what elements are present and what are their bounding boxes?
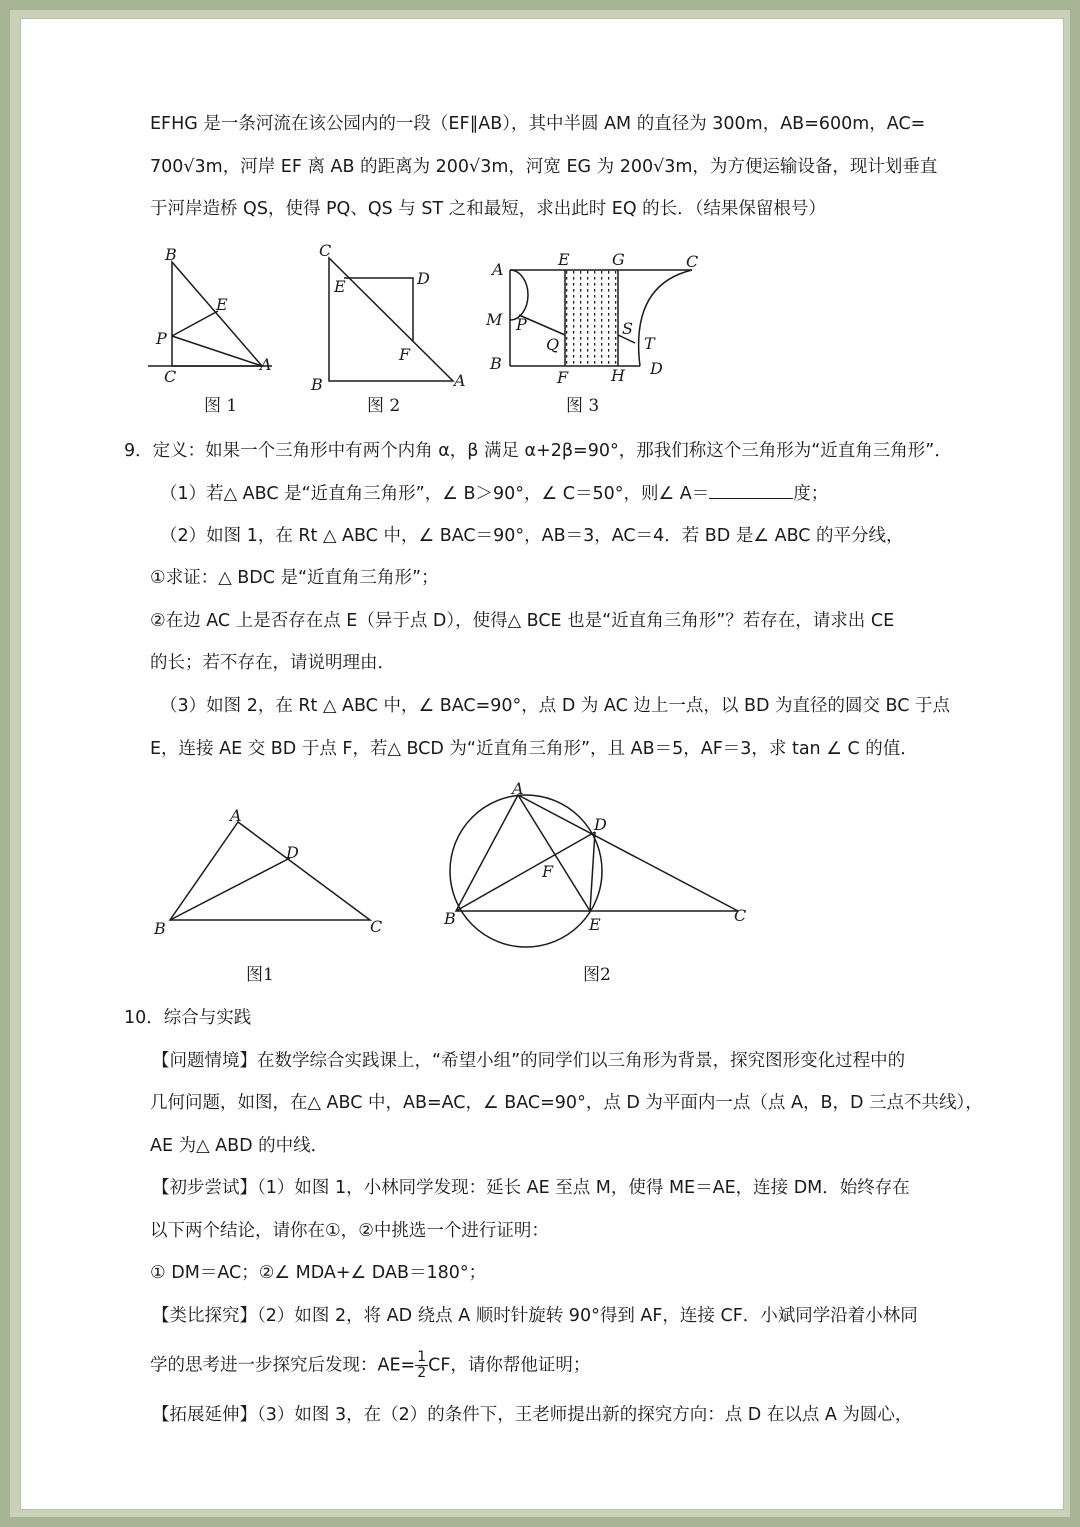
p9-figure-2 xyxy=(438,778,758,990)
p10-analog-rest: CF，请你帮他证明； xyxy=(428,1355,591,1376)
p9-fig1-segment-bd xyxy=(170,858,290,920)
p10-extend-line1: 【拓展延伸】（3）如图 3，在（2）的条件下，王老师提出新的探究方向：点 D 在以点 A 为圆心， xyxy=(152,1405,913,1425)
fig2-triangle xyxy=(329,258,453,381)
p10-analog-text: 学的思考进一步探究后发现：AE= xyxy=(150,1355,416,1376)
p9-fig2-label-a: A xyxy=(512,779,524,798)
p8-figure-3 xyxy=(480,240,720,420)
p9-fig1-label-d: D xyxy=(286,843,299,862)
fig3-label-p: P xyxy=(516,315,527,334)
p9-fig2-label-e: E xyxy=(589,915,601,934)
fig2-label-e: E xyxy=(334,277,346,296)
p9-fig2-segment-ae xyxy=(518,795,590,911)
p9-sub2-line1: ②在边 AC 上是否存在点 E（异于点 D），使得△ BCE 也是“近直角三角形”？若存在，请求出 CE xyxy=(150,611,895,631)
fig1-label-p: P xyxy=(156,329,167,348)
fig2-label-d: D xyxy=(417,269,430,288)
fig2-label-f: F xyxy=(399,345,411,364)
p9-fig2-label-d: D xyxy=(594,815,607,834)
p10-fraction xyxy=(415,1350,428,1381)
p9-fig2-label-c: C xyxy=(734,906,747,925)
p9-fig2-label-b: B xyxy=(444,909,456,928)
p9-part1 xyxy=(160,482,828,505)
p10-intro-line3: AE 为△ ABD 的中线． xyxy=(150,1136,329,1156)
p9-fig1-label-b: B xyxy=(154,919,166,938)
p9-fig2-caption: 图2 xyxy=(583,965,611,985)
p9-answer-blank[interactable] xyxy=(709,482,793,499)
fig3-label-a: A xyxy=(492,260,504,279)
p10-try-line3: ① DM＝AC；②∠ MDA+∠ DAB＝180°； xyxy=(150,1263,487,1283)
p9-part3-line2: E，连接 AE 交 BD 于点 F，若△ BCD 为“近直角三角形”，且 AB＝5，AF＝3，求 tan ∠ C 的值． xyxy=(150,739,918,759)
fig3-label-e: E xyxy=(558,250,570,269)
fig1-label-c: C xyxy=(164,367,177,386)
p10-analog-line2 xyxy=(150,1350,590,1381)
fig3-label-t: T xyxy=(644,334,655,353)
p9-part1-unit: 度； xyxy=(793,484,829,504)
fig3-label-c: C xyxy=(686,252,699,271)
fig1-segment-pe xyxy=(172,311,218,336)
p8-line3: 于河岸造桥 QS，使得 PQ、QS 与 ST 之和最短，求出此时 EQ 的长．（结果保留根号） xyxy=(150,199,826,219)
fig3-label-q: Q xyxy=(546,335,560,354)
p9-fig2-triangle xyxy=(456,795,738,911)
p10-analog-line1: 【类比探究】（2）如图 2，将 AD 绕点 A 顺时针旋转 90°得到 AF，连接 CF．小斌同学沿着小林同 xyxy=(152,1306,918,1326)
fig3-label-f: F xyxy=(557,368,569,387)
p8-line1: EFHG 是一条河流在该公园内的一段（EF∥AB），其中半圆 AM 的直径为 300m，AB=600m，AC= xyxy=(150,114,926,134)
fig3-label-b: B xyxy=(490,354,502,373)
fig3-river xyxy=(565,270,618,366)
p9-fig1-label-a: A xyxy=(230,806,242,825)
fig1-label-b: B xyxy=(165,245,177,264)
p9-part3-line1: （3）如图 2，在 Rt △ ABC 中，∠ BAC=90°，点 D 为 AC 边上一点，以 BD 为直径的圆交 BC 于点 xyxy=(160,696,951,716)
p9-sub2-line2: 的长；若不存在，请说明理由． xyxy=(150,653,395,673)
p9-fig2-segment-de xyxy=(590,832,595,911)
p8-figure-2 xyxy=(305,240,475,420)
fig3-caption: 图 3 xyxy=(566,396,600,416)
p9-part2: （2）如图 1，在 Rt △ ABC 中，∠ BAC＝90°，AB＝3，AC＝4．若 BD 是∠ ABC 的平分线， xyxy=(160,526,904,546)
fig1-label-e: E xyxy=(216,295,228,314)
fig2-caption: 图 2 xyxy=(367,396,401,416)
p8-figure-1 xyxy=(140,240,290,420)
p10-try-line2: 以下两个结论，请你在①，②中挑选一个进行证明： xyxy=(150,1221,549,1241)
fig3-label-m: M xyxy=(486,310,503,329)
p9-part1-text: （1）若△ ABC 是“近直角三角形”，∠ B＞90°，∠ C＝50°，则∠ A＝ xyxy=(160,484,710,504)
fig3-label-g: G xyxy=(612,250,625,269)
p10-intro-line2: 几何问题，如图，在△ ABC 中，AB=AC，∠ BAC=90°，点 D 为平面内一点（点 A，B，D 三点不共线）， xyxy=(150,1093,983,1113)
p9-fig1-caption: 图1 xyxy=(246,965,274,985)
fig3-label-d: D xyxy=(650,359,663,378)
fig2-label-b: B xyxy=(311,375,323,394)
p9-figure-1 xyxy=(140,800,400,990)
p9-fig2-label-f: F xyxy=(542,862,554,881)
fig2-label-c: C xyxy=(319,241,332,260)
fig3-label-h: H xyxy=(611,366,625,385)
p9-definition: 9．定义：如果一个三角形中有两个内角 α，β 满足 α+2β=90°，那我们称这个三角形为“近直角三角形”． xyxy=(124,441,952,461)
p9-fig1-label-c: C xyxy=(370,917,383,936)
p8-line2: 700√3m，河岸 EF 离 AB 的距离为 200√3m，河宽 EG 为 200√3m，为方便运输设备，现计划垂直 xyxy=(150,157,938,177)
fig1-label-a: A xyxy=(260,355,272,374)
fig1-caption: 图 1 xyxy=(204,396,238,416)
p10-try-line1: 【初步尝试】（1）如图 1，小林同学发现：延长 AE 至点 M，使得 ME＝AE，连接 DM．始终存在 xyxy=(152,1178,910,1198)
p10-title: 10．综合与实践 xyxy=(124,1008,252,1028)
fraction-numerator: 1 xyxy=(417,1349,427,1365)
fig2-label-a: A xyxy=(454,371,466,390)
p9-sub1: ①求证：△ BDC 是“近直角三角形”； xyxy=(150,568,439,588)
fraction-denominator: 2 xyxy=(417,1365,427,1381)
fig3-label-s: S xyxy=(622,319,633,338)
p10-intro-line1: 【问题情境】在数学综合实践课上，“希望小组”的同学们以三角形为背景，探究图形变化过程中的 xyxy=(152,1051,906,1071)
fig3-semicircle-am xyxy=(510,270,528,320)
